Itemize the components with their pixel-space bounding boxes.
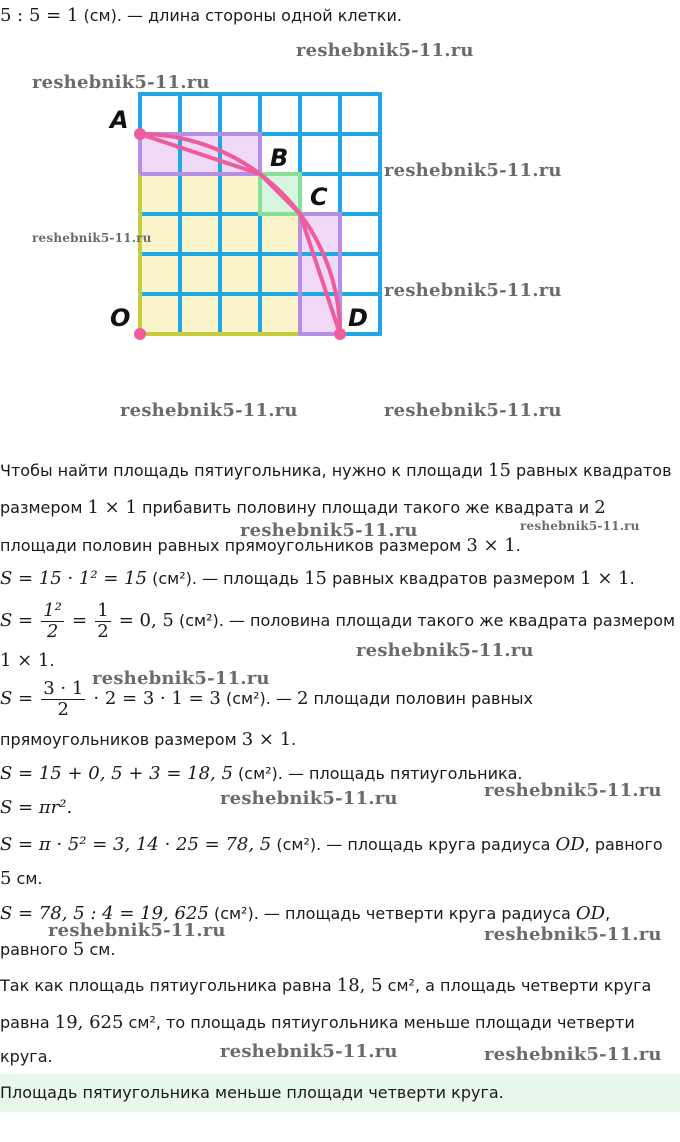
text-span: равных квадратов размером <box>326 569 581 588</box>
formula-line <box>0 598 675 644</box>
math-span: · 2 = 3 · 1 = 3 <box>93 688 221 709</box>
math-span: S = 15 + 0, 5 + 3 = 18, 5 <box>0 763 233 784</box>
math-span: = <box>72 610 88 631</box>
text-span: (см²). — площадь пятиугольника. <box>232 764 523 783</box>
formula-line <box>0 834 663 856</box>
label-a: A <box>110 106 129 134</box>
math-span: S = 78, 5 : 4 = 19, 625 <box>0 903 209 924</box>
formula-line <box>0 729 296 751</box>
watermark: reshebnik5-11.ru <box>92 668 270 689</box>
watermark: reshebnik5-11.ru <box>120 400 298 421</box>
watermark: reshebnik5-11.ru <box>384 160 562 181</box>
text-span: размером <box>0 498 88 517</box>
watermark: reshebnik5-11.ru <box>356 640 534 661</box>
text-span: см², а площадь четверти круга <box>382 976 652 995</box>
math-span: 1 × 1 <box>0 650 50 671</box>
text-span: , равного <box>584 835 663 854</box>
text-span: , <box>605 904 611 923</box>
watermark: reshebnik5-11.ru <box>384 280 562 301</box>
math-span: OD <box>555 834 585 855</box>
text-span: . <box>629 569 635 588</box>
label-o: O <box>110 304 131 332</box>
intro-math: 5 : 5 = 1 <box>0 5 79 26</box>
watermark: reshebnik5-11.ru <box>520 519 640 533</box>
label-d: D <box>348 304 368 332</box>
fraction-denominator: 2 <box>57 699 69 720</box>
text-span: площади половин равных <box>308 689 534 708</box>
fraction <box>41 679 85 720</box>
math-span: 3 × 1 <box>466 535 516 556</box>
text-span: площади половин равных прямоугольников размером <box>0 536 467 555</box>
fraction-numerator: 3 · 1 <box>43 678 84 699</box>
math-span: S = 15 · 1² = 15 <box>0 568 148 589</box>
math-span: OD <box>575 903 606 924</box>
watermark: reshebnik5-11.ru <box>384 400 562 421</box>
text-span: равного <box>0 940 73 959</box>
formula-line <box>0 763 523 785</box>
math-span: S = <box>0 610 34 631</box>
text-span: . <box>515 536 521 555</box>
math-span: 5 <box>0 868 12 889</box>
math-span: 2 <box>594 497 606 518</box>
text-span: см², то площадь пятиугольника меньше площади четверти <box>123 1013 635 1032</box>
text-line <box>0 1012 635 1034</box>
math-span: = 0, 5 <box>118 610 174 631</box>
math-span: 3 × 1 <box>241 729 292 750</box>
text-span: (см²). — <box>220 689 297 708</box>
watermark: reshebnik5-11.ru <box>220 788 398 809</box>
math-span: 1 × 1 <box>87 497 137 518</box>
fraction-numerator: 1 <box>97 600 109 621</box>
math-span: S = πr². <box>0 797 73 818</box>
text-span: равных квадратов <box>510 461 672 480</box>
watermark: reshebnik5-11.ru <box>484 924 662 945</box>
text-span: (см²). — площадь четверти круга радиуса <box>208 904 576 923</box>
text-span: круга. <box>0 1047 53 1066</box>
text-line <box>0 497 606 519</box>
watermark: reshebnik5-11.ru <box>240 520 418 541</box>
text-span: прибавить половину площади такого же квадрата и <box>136 498 595 517</box>
fraction <box>95 601 110 642</box>
label-c: C <box>310 183 328 211</box>
math-span: 15 <box>304 568 327 589</box>
math-span: S = <box>0 688 34 709</box>
text-span: . <box>49 651 55 670</box>
text-span: см. <box>84 940 116 959</box>
label-b: B <box>270 144 289 172</box>
watermark: reshebnik5-11.ru <box>48 920 226 941</box>
text-span: . <box>291 730 297 749</box>
math-span: 5 <box>72 939 85 960</box>
text-line <box>0 460 672 482</box>
intro-text: (см). — длина стороны одной клетки. <box>78 6 402 25</box>
formula-line <box>0 939 115 961</box>
math-span: 15 <box>488 460 511 481</box>
formula-line <box>0 868 43 890</box>
math-span: 18, 5 <box>336 975 383 996</box>
math-span: 2 <box>296 688 309 709</box>
watermark: reshebnik5-11.ru <box>484 1044 662 1065</box>
text-span: Чтобы найти площадь пятиугольника, нужно к площади <box>0 461 489 480</box>
text-span: (см²). — площадь <box>147 569 305 588</box>
formula-line <box>0 568 635 590</box>
fraction <box>41 601 64 642</box>
math-span: 1 × 1 <box>580 568 630 589</box>
text-span: см. <box>11 869 43 888</box>
math-span: 19, 625 <box>54 1012 124 1033</box>
fraction-denominator: 2 <box>46 621 59 642</box>
formula-line <box>0 797 72 819</box>
text-span: Так как площадь пятиугольника равна <box>0 976 337 995</box>
formula-line <box>0 650 55 672</box>
point-d <box>334 328 346 340</box>
watermark: reshebnik5-11.ru <box>484 780 662 801</box>
math-span: S = π · 5² = 3, 14 · 25 = 78, 5 <box>0 834 272 855</box>
answer-box: Площадь пятиугольника меньше площади четверти круга. <box>0 1074 680 1112</box>
text-span: равна <box>0 1013 55 1032</box>
text-line <box>0 1046 53 1068</box>
point-o <box>134 328 146 340</box>
watermark: reshebnik5-11.ru <box>220 1041 398 1062</box>
point-a <box>134 128 146 140</box>
text-span: прямоугольников размером <box>0 730 242 749</box>
watermark: reshebnik5-11.ru <box>32 72 210 93</box>
watermark: reshebnik5-11.ru <box>32 231 152 245</box>
text-span: (см²). — площадь круга радиуса <box>271 835 556 854</box>
fraction-denominator: 2 <box>97 621 109 642</box>
fraction-numerator: 1² <box>43 600 62 621</box>
text-span: (см²). — половина площади такого же квадрата размером <box>173 611 676 630</box>
watermark: reshebnik5-11.ru <box>296 40 474 61</box>
text-line <box>0 975 651 997</box>
